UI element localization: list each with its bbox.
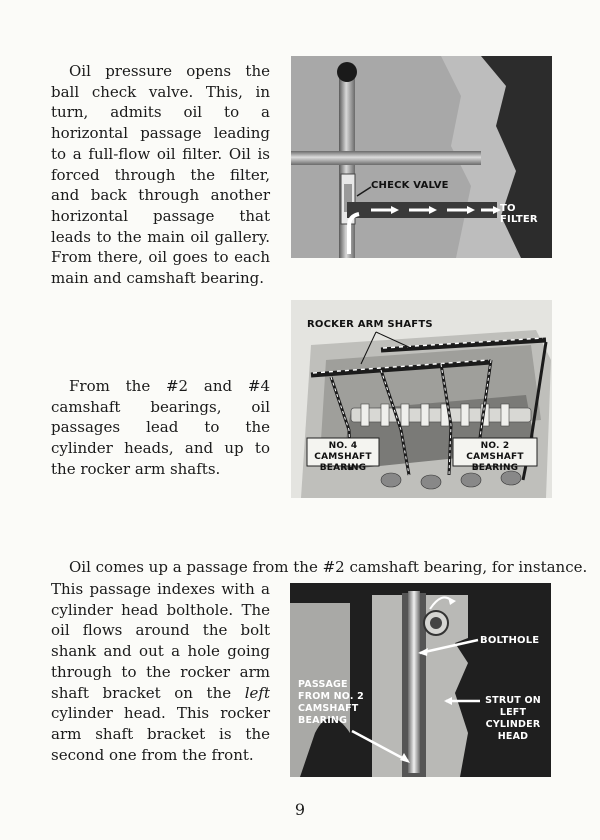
label-no4-line2: BEARING [319, 463, 367, 473]
label-no2-line2: BEARING [471, 463, 519, 473]
paragraph-oil-pressure: Oil pressure opens the ball check valve. This, in turn, admits oil to a horizontal passage leading to a full-flow oil filter. Oil is forced through the filter, and back through another horizontal passage that leads to the main oil gallery. From there, oil goes to each main and camshaft bearing. [51, 62, 270, 288]
paragraph-rocker-passages: From the #2 and #4 camshaft bearings, oil passages lead to the cylinder heads, and up to the rocker arm shafts. [51, 377, 270, 478]
figure-bolthole [290, 583, 551, 777]
label-passage-line1: PASSAGE [298, 679, 348, 690]
label-bolthole: BOLTHOLE [480, 635, 540, 646]
label-passage [298, 679, 364, 727]
label-strut [476, 695, 550, 743]
label-no4-camshaft-bearing [307, 441, 379, 474]
figure-check-valve [291, 56, 552, 258]
label-passage-line3: CAMSHAFT [298, 703, 359, 714]
label-strut-line3: HEAD [497, 731, 529, 742]
label-passage-line2: FROM NO. 2 [298, 691, 364, 702]
label-no2-camshaft-bearing [453, 441, 537, 474]
label-rocker-arm-shafts: ROCKER ARM SHAFTS [307, 319, 433, 330]
paragraph-bolthole-emphasis: left [244, 683, 270, 702]
label-passage-line4: BEARING [298, 715, 348, 726]
label-no4-line1: NO. 4 CAMSHAFT [314, 441, 372, 462]
label-strut-line1: STRUT ON [485, 695, 541, 706]
label-to-filter: TO FILTER [500, 203, 538, 225]
page-number: 9 [294, 800, 306, 819]
paragraph-oil-comes-up: Oil comes up a passage from the #2 camshaft bearing, for instance. [69, 558, 588, 576]
paragraph-bolthole-part1: This passage indexes with a cylinder head bolthole. The oil flows around the bolt shank and out a hole going through to the rocker arm shaft bracket on the [51, 580, 270, 702]
paragraph-bolthole [51, 579, 270, 765]
label-check-valve: CHECK VALVE [371, 180, 449, 191]
figure-rocker-arm-shafts [291, 300, 552, 498]
label-strut-line2: LEFT CYLINDER [485, 707, 541, 730]
paragraph-bolthole-part2: cylinder head. This rocker arm shaft bracket is the second one from the front. [51, 704, 270, 764]
label-no2-line1: NO. 2 CAMSHAFT [466, 441, 524, 462]
